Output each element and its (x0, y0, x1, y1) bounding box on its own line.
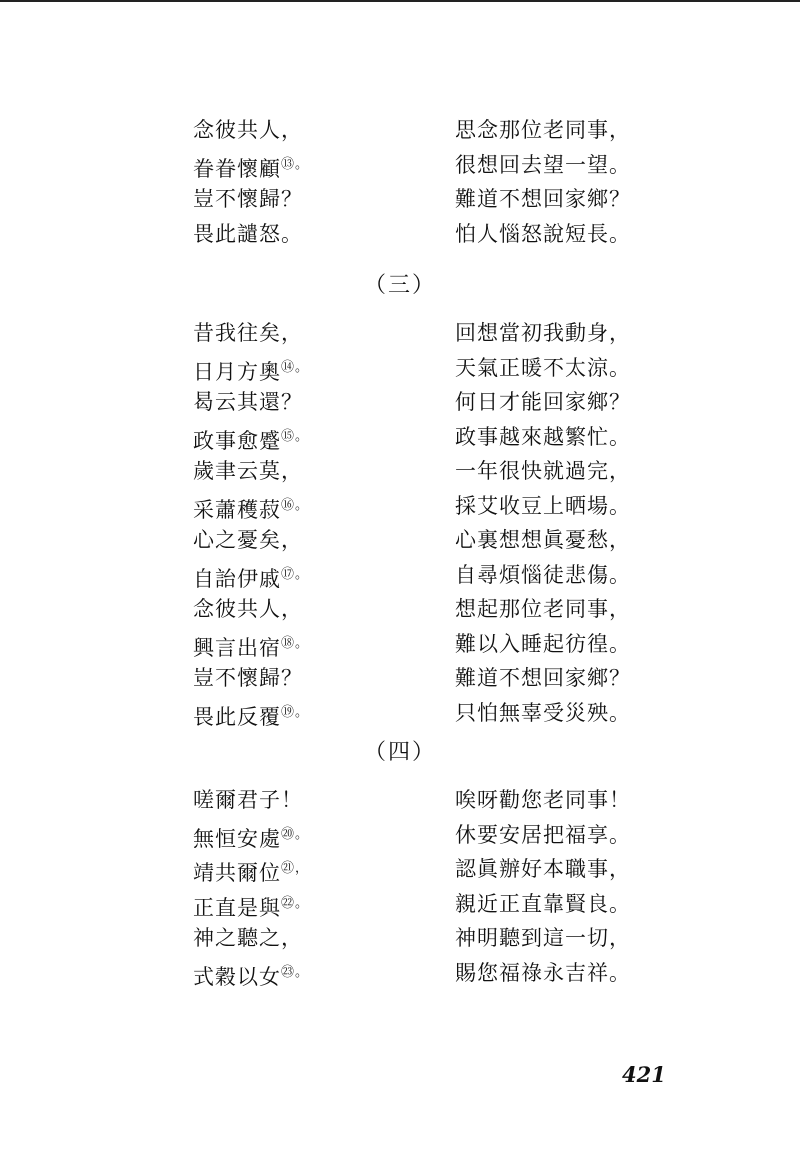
verse-line (0, 958, 800, 993)
translation-line: 思念那位老同事， (455, 118, 631, 142)
original-line (193, 115, 303, 145)
original-line (193, 387, 303, 417)
stanza-4-heading: （四） (363, 740, 436, 765)
original-line (193, 422, 309, 456)
original-text: 心之憂矣， (193, 528, 303, 552)
verse-line (0, 184, 800, 219)
verse-line (0, 115, 800, 150)
original-text: 畏此反覆 (193, 704, 281, 729)
translation-line: 親近正直靠賢良。 (455, 891, 631, 916)
stanza-2-tail (0, 115, 800, 253)
original-line (193, 560, 309, 594)
translation-line: 政事越來越繁忙。 (455, 424, 631, 449)
original-line (193, 219, 303, 249)
translation-line: 心裏想想眞憂愁， (455, 528, 631, 552)
footnote-marker: ⑰。 (281, 566, 310, 582)
translation-line: 難以入睡起彷徨。 (455, 631, 631, 656)
original-line (193, 353, 309, 387)
footnote-marker: ⑭。 (281, 359, 310, 375)
original-text: 歲聿云莫， (193, 459, 303, 483)
original-text: 無恒安處 (193, 826, 281, 851)
original-text: 念彼共人， (193, 597, 303, 621)
footnote-marker: ⑳。 (281, 826, 310, 842)
translation-line: 神明聽到這一切， (455, 926, 631, 950)
verse-line (0, 820, 800, 855)
translation-line: 何日才能回家鄉？ (455, 390, 631, 414)
original-text: 嗟爾君子！ (193, 788, 303, 812)
translation-line: 認眞辦好本職事， (455, 857, 631, 881)
verse-line (0, 629, 800, 664)
verse-line (0, 387, 800, 422)
original-text: 豈不懷歸？ (193, 187, 303, 211)
page-number: 421 (622, 1062, 666, 1087)
verse-line (0, 318, 800, 353)
original-text: 昔我往矣， (193, 321, 303, 345)
stanza-3-heading: （三） (363, 273, 436, 298)
translation-line: 難道不想回家鄉？ (455, 187, 631, 211)
original-line (193, 150, 309, 184)
original-text: 采蕭穫菽 (193, 497, 281, 522)
stanza-4 (0, 785, 800, 992)
footnote-marker: ㉓。 (281, 964, 310, 980)
original-text: 念彼共人， (193, 118, 303, 142)
translation-line: 休要安居把福享。 (455, 822, 631, 847)
verse-line (0, 785, 800, 820)
translation-line: 天氣正暖不太涼。 (455, 355, 631, 380)
verse-line (0, 698, 800, 733)
footnote-marker: ⑯。 (281, 497, 310, 513)
verse-line (0, 456, 800, 491)
verse-line (0, 219, 800, 254)
footnote-marker: ⑲。 (281, 704, 310, 720)
original-text: 自詒伊戚 (193, 566, 281, 591)
original-text: 畏此譴怒。 (193, 221, 303, 246)
original-text: 靖共爾位 (193, 861, 281, 885)
footnote-marker: ⑱。 (281, 635, 310, 651)
original-text: 眷眷懷顧 (193, 156, 281, 181)
original-line (193, 923, 303, 953)
verse-line (0, 663, 800, 698)
translation-line: 回想當初我動身， (455, 321, 631, 345)
original-line (193, 629, 309, 663)
original-line (193, 456, 303, 486)
original-text: 式穀以女 (193, 964, 281, 989)
original-line (193, 491, 309, 525)
original-text: 政事愈蹙 (193, 428, 281, 453)
original-line (193, 525, 303, 555)
original-text: 興言出宿 (193, 635, 281, 660)
footnote-marker: ⑮。 (281, 428, 310, 444)
stanza-3 (0, 318, 800, 732)
footnote-marker: ⑬。 (281, 156, 310, 172)
translation-line: 採艾收豆上晒場。 (455, 493, 631, 518)
translation-line: 一年很快就過完， (455, 459, 631, 483)
verse-line (0, 491, 800, 526)
original-line (193, 698, 309, 732)
footnote-marker: ㉑， (281, 861, 310, 876)
original-line (193, 854, 309, 888)
verse-line (0, 889, 800, 924)
verse-line (0, 560, 800, 595)
top-border-rule (0, 0, 800, 2)
translation-line: 唉呀勸您老同事！ (455, 788, 631, 812)
original-text: 日月方奧 (193, 359, 281, 384)
verse-line (0, 525, 800, 560)
verse-line (0, 594, 800, 629)
translation-line: 想起那位老同事， (455, 597, 631, 621)
verse-line (0, 150, 800, 185)
verse-line (0, 422, 800, 457)
original-line (193, 820, 309, 854)
original-line (193, 594, 303, 624)
original-line (193, 318, 303, 348)
original-line (193, 184, 303, 214)
verse-line (0, 353, 800, 388)
translation-line: 只怕無辜受災殃。 (455, 700, 631, 725)
original-text: 豈不懷歸？ (193, 666, 303, 690)
verse-line (0, 923, 800, 958)
translation-line: 自尋煩惱徒悲傷。 (455, 562, 631, 587)
original-line (193, 889, 309, 923)
original-line (193, 958, 309, 992)
footnote-marker: ㉒。 (281, 895, 310, 911)
translation-line: 很想回去望一望。 (455, 152, 631, 177)
translation-line: 難道不想回家鄉？ (455, 666, 631, 690)
verse-line (0, 854, 800, 889)
translation-line: 怕人惱怒說短長。 (455, 221, 631, 246)
original-line (193, 663, 303, 693)
translation-line: 賜您福祿永吉祥。 (455, 960, 631, 985)
original-text: 神之聽之， (193, 926, 303, 950)
original-line (193, 785, 303, 815)
original-text: 正直是與 (193, 895, 281, 920)
original-text: 曷云其還？ (193, 390, 303, 414)
